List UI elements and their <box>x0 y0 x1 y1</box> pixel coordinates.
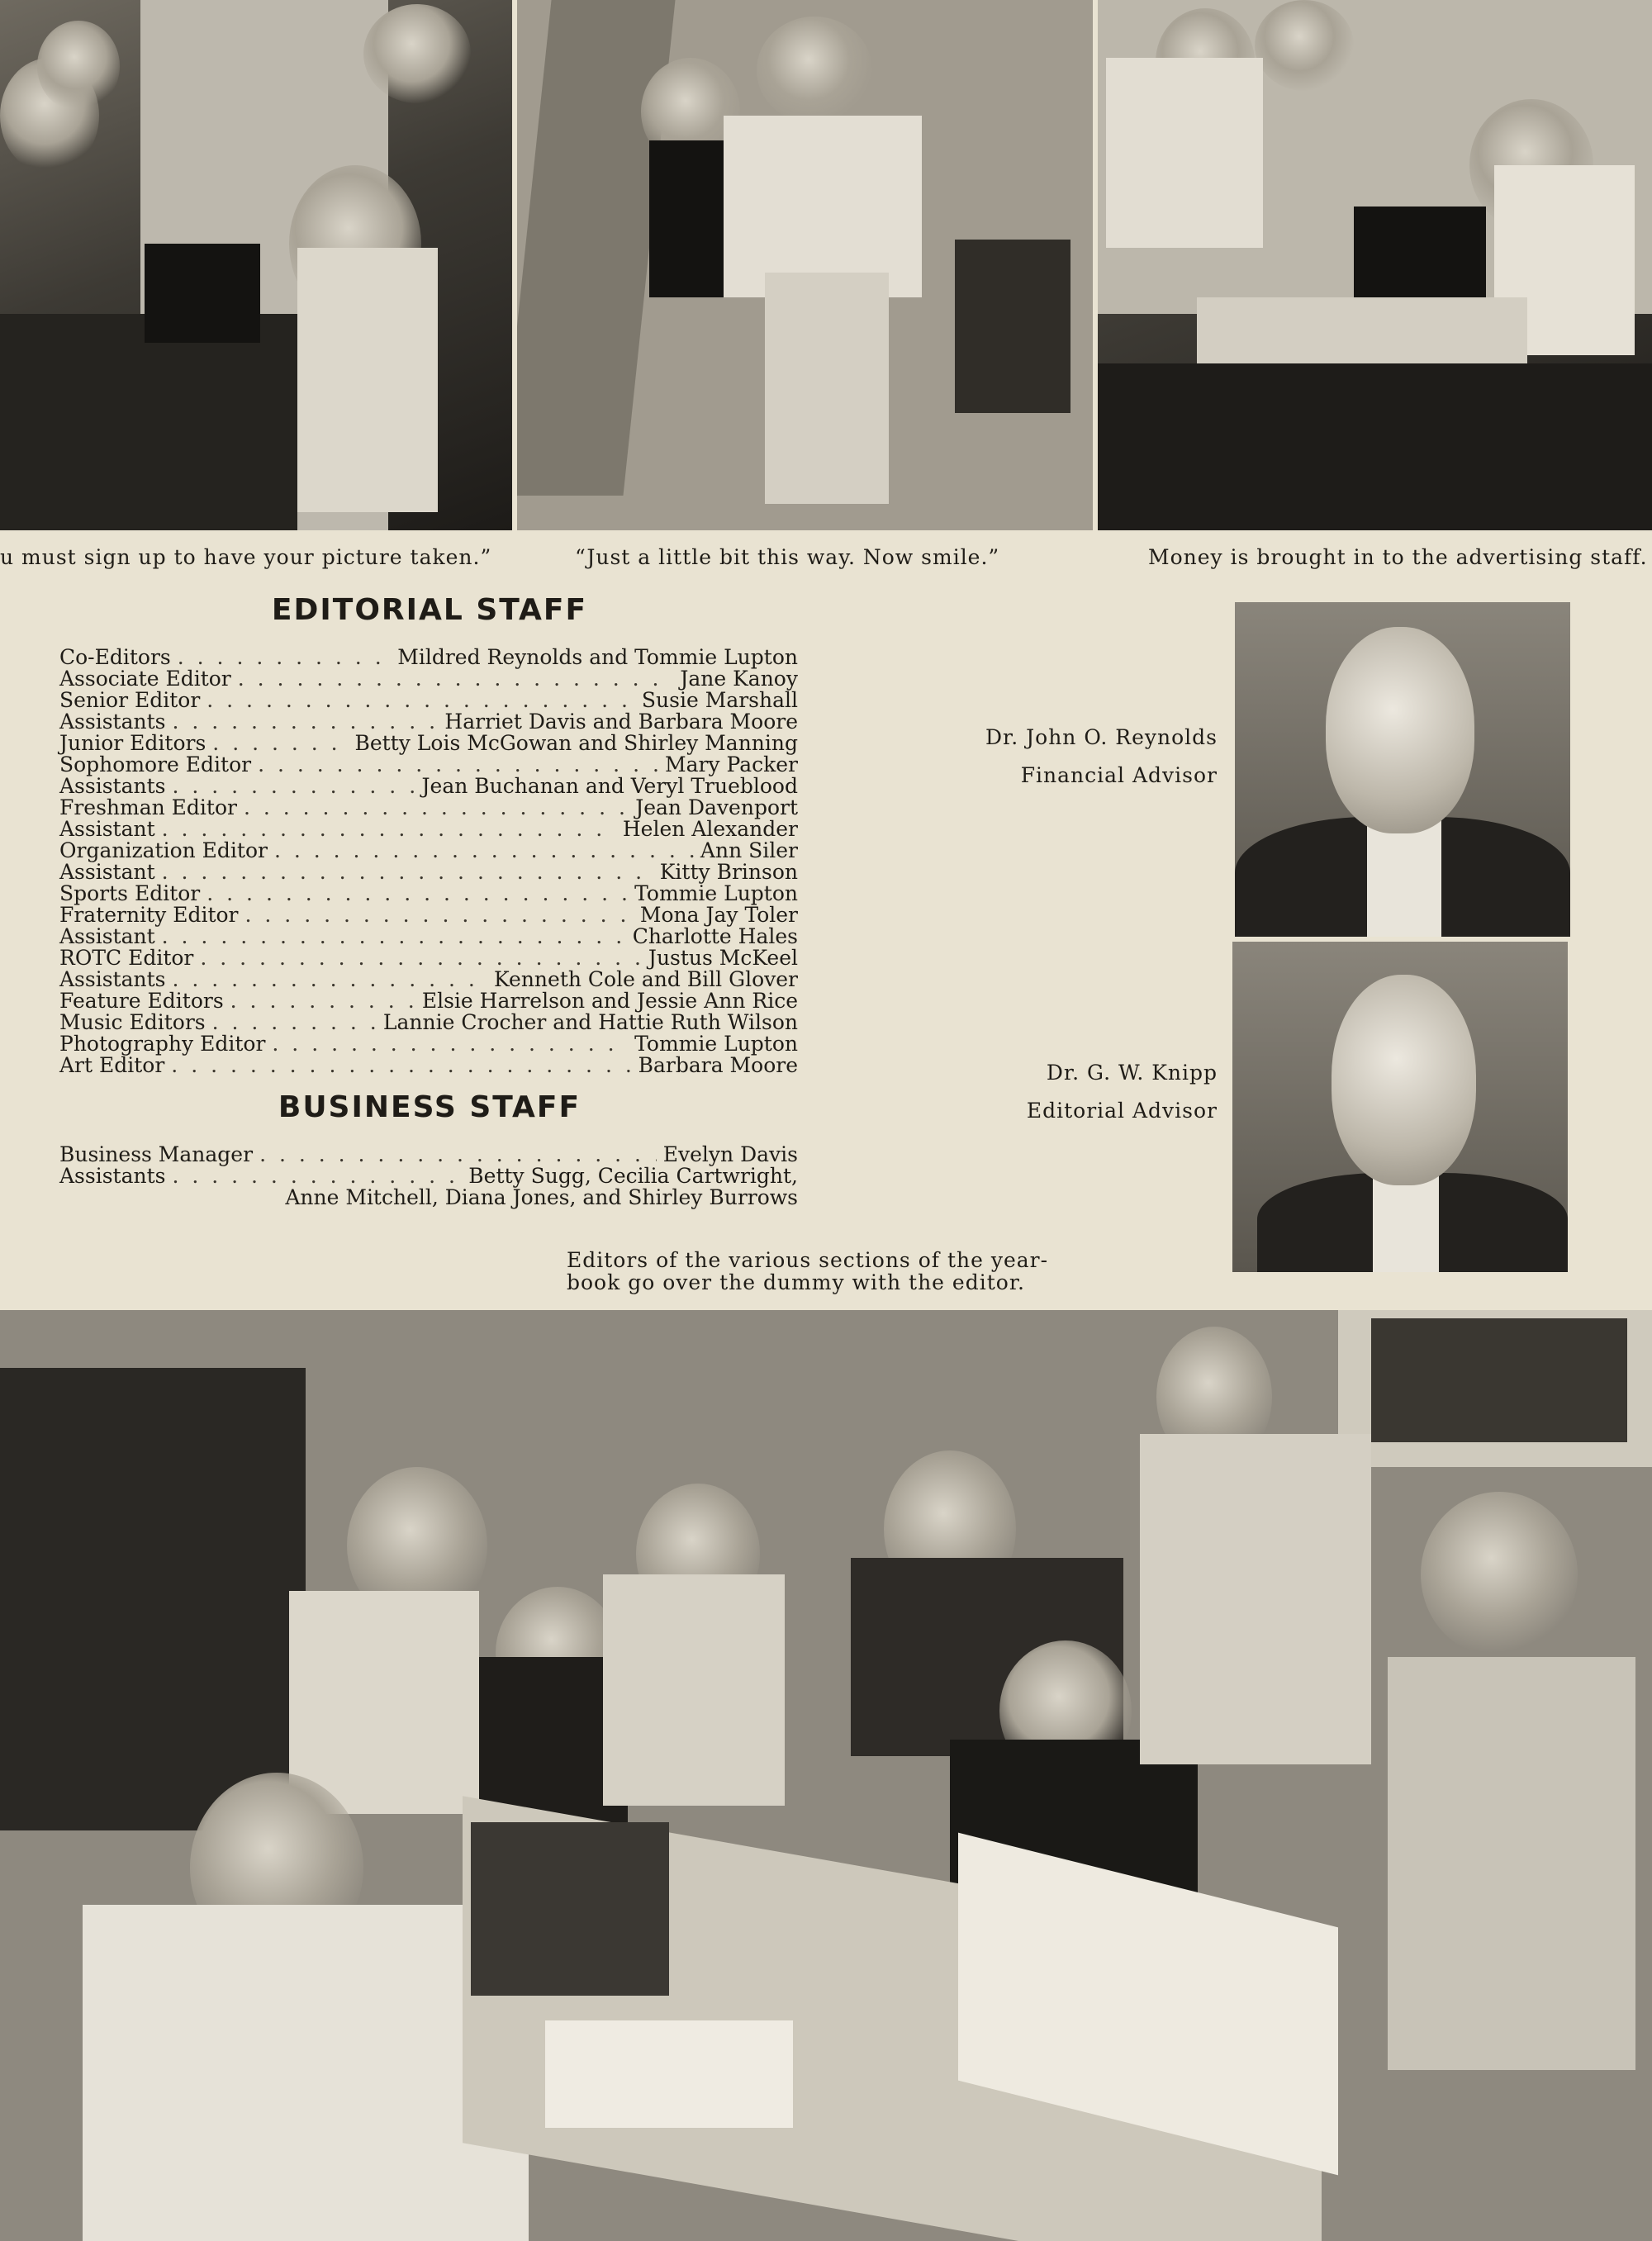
staff-names: Justus McKeel <box>648 946 798 970</box>
staff-role: Senior Editor <box>59 688 201 712</box>
staff-row <box>59 647 798 668</box>
leader-dots <box>274 840 694 862</box>
staff-row-continuation: Anne Mitchell, Diana Jones, and Shirley Burrows <box>285 1185 798 1209</box>
leader-dots <box>162 862 653 883</box>
staff-names: Ann Siler <box>700 838 798 862</box>
leader-dots <box>206 690 635 711</box>
caption-photo-2: “Just a little bit this way. Now smile.” <box>575 545 1000 569</box>
staff-role: Business Manager <box>59 1142 254 1166</box>
staff-row <box>59 969 798 990</box>
business-staff-list <box>59 1144 798 1208</box>
advisor-name: Dr. John O. Reynolds <box>985 725 1218 749</box>
staff-names: Betty Sugg, Cecilia Cartwright, <box>468 1164 798 1188</box>
portrait-knipp <box>1232 942 1568 1272</box>
staff-row <box>59 1012 798 1033</box>
staff-role: Photography Editor <box>59 1032 266 1056</box>
leader-dots <box>178 647 391 668</box>
leader-dots <box>172 969 487 990</box>
staff-names: Jean Buchanan and Veryl Trueblood <box>421 774 798 798</box>
staff-row <box>59 926 798 947</box>
staff-row <box>59 1033 798 1055</box>
staff-role: Assistant <box>59 860 155 884</box>
advisor-name: Dr. G. W. Knipp <box>1046 1061 1218 1085</box>
leader-dots <box>258 754 658 776</box>
advisor-reynolds-label <box>953 719 1218 795</box>
advisor-knipp-label <box>953 1054 1218 1130</box>
staff-row <box>59 990 798 1012</box>
editorial-staff-heading: EDITORIAL STAFF <box>271 593 588 627</box>
staff-names: Lannie Crocher and Hattie Ruth Wilson <box>382 1010 798 1034</box>
leader-dots <box>212 733 348 754</box>
advisor-title: Editorial Advisor <box>1026 1099 1218 1123</box>
staff-names: Mildred Reynolds and Tommie Lupton <box>397 645 798 669</box>
leader-dots <box>238 668 674 690</box>
staff-role: Assistants <box>59 967 166 991</box>
leader-dots <box>172 776 415 797</box>
leader-dots <box>212 1012 377 1033</box>
staff-role: Fraternity Editor <box>59 903 239 927</box>
leader-dots <box>162 926 626 947</box>
staff-role: Sports Editor <box>59 881 201 905</box>
staff-names: Barbara Moore <box>638 1053 798 1077</box>
leader-dots <box>200 947 642 969</box>
staff-names: Susie Marshall <box>641 688 798 712</box>
leader-dots <box>162 819 616 840</box>
staff-names: Mary Packer <box>664 753 798 776</box>
photo-advertising-staff <box>1098 0 1652 530</box>
staff-role: Assistants <box>59 1164 166 1188</box>
advisor-title: Financial Advisor <box>1020 763 1218 787</box>
photo-sign-up-typing <box>0 0 512 530</box>
staff-row <box>59 668 798 690</box>
staff-role: Assistants <box>59 774 166 798</box>
staff-names: Tommie Lupton <box>634 881 798 905</box>
staff-role: Assistant <box>59 817 155 841</box>
caption-line: Editors of the various sections of the year- <box>567 1248 1049 1272</box>
staff-row <box>59 1166 798 1187</box>
caption-photo-1: u must sign up to have your picture taken.” <box>0 545 492 569</box>
staff-row <box>59 797 798 819</box>
staff-role: Feature Editors <box>59 989 224 1013</box>
leader-dots <box>259 1144 657 1166</box>
portrait-reynolds <box>1235 602 1570 937</box>
staff-row <box>59 754 798 776</box>
staff-names: Kenneth Cole and Bill Glover <box>494 967 798 991</box>
staff-row <box>59 840 798 862</box>
staff-role: Junior Editors <box>59 731 206 755</box>
staff-role: Co-Editors <box>59 645 171 669</box>
staff-row <box>59 862 798 883</box>
staff-names: Kitty Brinson <box>659 860 798 884</box>
staff-names: Charlotte Hales <box>632 924 798 948</box>
leader-dots <box>172 1166 462 1187</box>
staff-role: Assistant <box>59 924 155 948</box>
leader-dots <box>244 797 629 819</box>
staff-row <box>59 733 798 754</box>
caption-line: book go over the dummy with the editor. <box>567 1270 1025 1294</box>
editorial-staff-list <box>59 647 798 1076</box>
staff-role: Freshman Editor <box>59 795 237 819</box>
staff-names: Jane Kanoy <box>680 667 798 691</box>
staff-role: Assistants <box>59 710 166 734</box>
staff-row <box>59 1144 798 1166</box>
leader-dots <box>171 1055 631 1076</box>
staff-names: Harriet Davis and Barbara Moore <box>444 710 798 734</box>
staff-row <box>59 711 798 733</box>
leader-dots <box>230 990 415 1012</box>
staff-names: Tommie Lupton <box>634 1032 798 1056</box>
leader-dots <box>206 883 628 904</box>
staff-role: ROTC Editor <box>59 946 194 970</box>
staff-row <box>59 947 798 969</box>
staff-role: Music Editors <box>59 1010 206 1034</box>
staff-names: Mona Jay Toler <box>639 903 798 927</box>
staff-role: Art Editor <box>59 1053 165 1077</box>
staff-row <box>59 690 798 711</box>
photo-editors-dummy <box>0 1310 1652 2241</box>
staff-names: Jean Davenport <box>635 795 798 819</box>
caption-bottom-photo <box>567 1249 1059 1294</box>
staff-row <box>59 776 798 797</box>
staff-row <box>59 904 798 926</box>
staff-row <box>59 883 798 904</box>
staff-names: Helen Alexander <box>622 817 798 841</box>
staff-row <box>59 819 798 840</box>
staff-row <box>59 1055 798 1076</box>
leader-dots <box>272 1033 628 1055</box>
leader-dots <box>245 904 634 926</box>
staff-role: Sophomore Editor <box>59 753 252 776</box>
staff-role: Associate Editor <box>59 667 231 691</box>
staff-names: Betty Lois McGowan and Shirley Manning <box>354 731 798 755</box>
leader-dots <box>172 711 438 733</box>
staff-names: Evelyn Davis <box>662 1142 798 1166</box>
photo-picture-taken <box>517 0 1093 530</box>
business-staff-heading: BUSINESS STAFF <box>278 1090 582 1124</box>
staff-role: Organization Editor <box>59 838 268 862</box>
staff-names: Elsie Harrelson and Jessie Ann Rice <box>421 989 798 1013</box>
caption-photo-3: Money is brought in to the advertising staff. <box>1148 545 1648 569</box>
